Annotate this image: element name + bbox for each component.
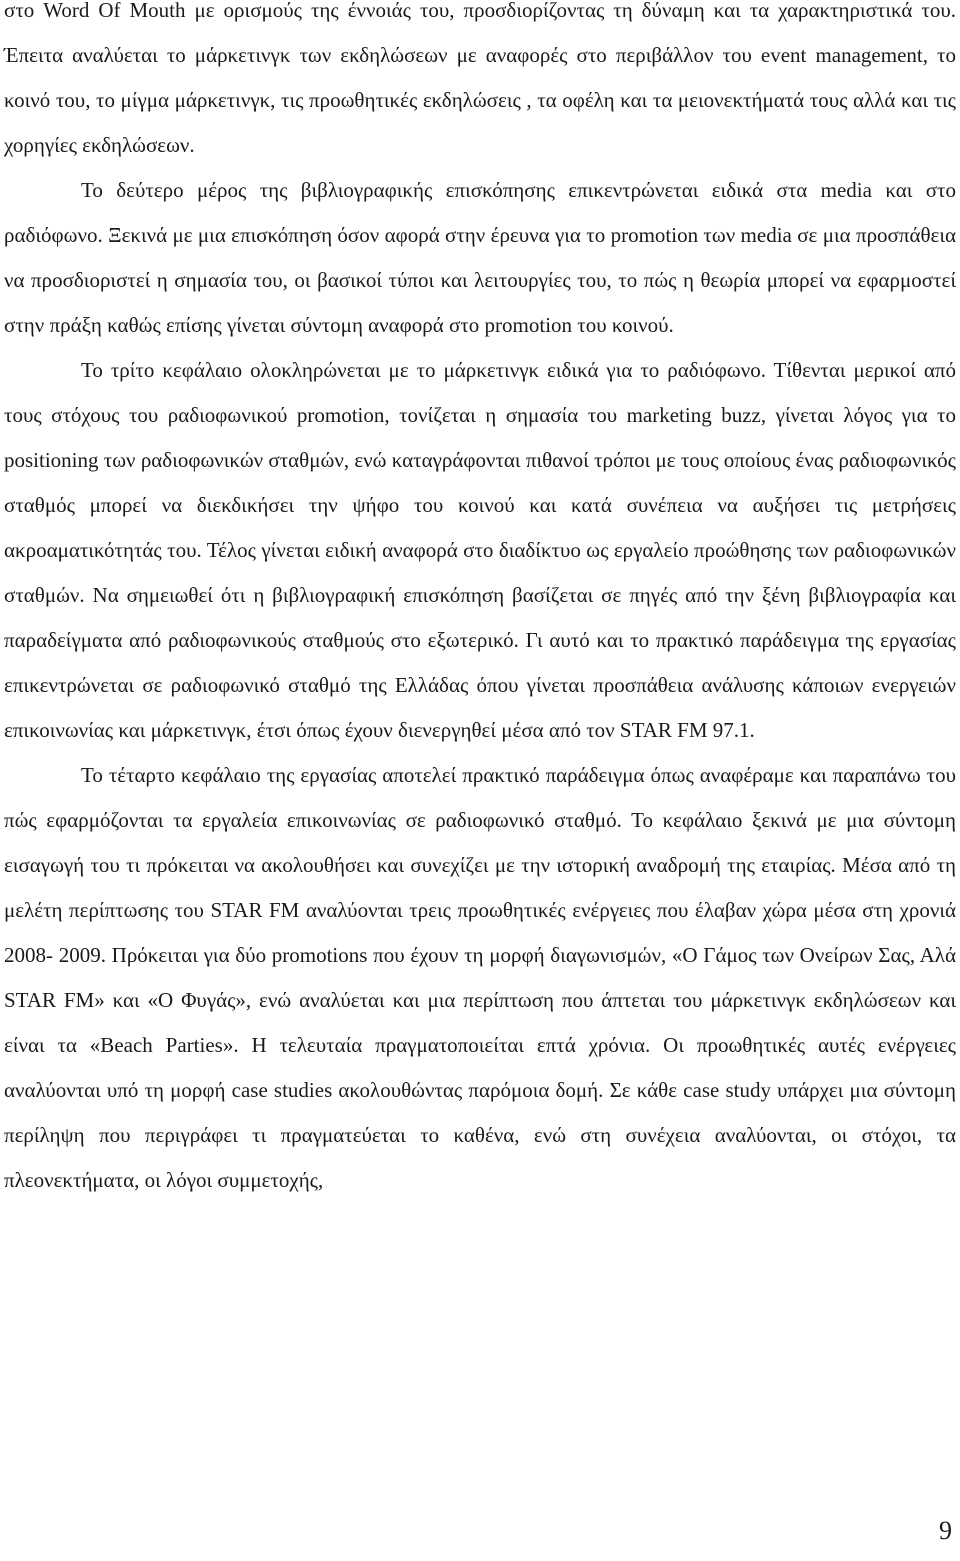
paragraph-4: Το τέταρτο κεφάλαιο της εργασίας αποτελεί πρακτικό παράδειγμα όπως αναφέραμε και παραπάνω του πώς εφαρμόζονται τα εργαλεία επικοινωνίας σε ραδιοφωνικό σταθμό. Το κεφάλαιο ξεκινά με μια σύντομη εισαγωγή του τι πρόκειται να ακολουθήσει και συνεχίζει με την ιστορική αναδρομή της εταιρίας. Μέσα από τη μελέτη περίπτωσης του STAR FM αναλύονται τρεις προωθητικές ενέργειες που έλαβαν χώρα μέσα στη χρονιά 2008- 2009. Πρόκειται για δύο promotions που έχουν τη μορφή διαγωνισμών, «Ο Γάμος των Ονείρων Σας, Αλά STAR FM» και «Ο Φυγάς», ενώ αναλύεται και μια περίπτωση που άπτεται του μάρκετινγκ εκδηλώσεων και είναι τα «Beach Parties». Η τελευταία πραγματοποιείται επτά χρόνια. Οι προωθητικές αυτές ενέργειες αναλύονται υπό τη μορφή case studies ακολουθώντας παρόμοια δομή. Σε κάθε case study υπάρχει μια σύντομη περίληψη που περιγράφει τι πραγματεύεται το καθένα, ενώ στη συνέχεια αναλύονται, οι στόχοι, τα πλεονεκτήματα, οι λόγοι συμμετοχής,: [4, 763, 956, 1192]
page-number: 9: [939, 1516, 952, 1545]
paragraph-2: Το δεύτερο μέρος της βιβλιογραφικής επισκόπησης επικεντρώνεται ειδικά στα media και στο ραδιόφωνο. Ξεκινά με μια επισκόπηση όσον αφορά στην έρευνα για το promotion των media σε μια προσπάθεια να προσδιοριστεί η σημασία του, οι βασικοί τύποι και λειτουργίες του, το πώς η θεωρία μπορεί να εφαρμοστεί στην πράξη καθώς επίσης γίνεται σύντομη αναφορά στο promotion του κοινού.: [4, 178, 956, 337]
paragraph-3: Το τρίτο κεφάλαιο ολοκληρώνεται με το μάρκετινγκ ειδικά για το ραδιόφωνο. Τίθενται μερικοί από τους στόχους του ραδιοφωνικού promotion, τονίζεται η σημασία του marketing buzz, γίνεται λόγος για το positioning των ραδιοφωνικών σταθμών, ενώ καταγράφονται πιθανοί τρόποι με τους οποίους ένας ραδιοφωνικός σταθμός μπορεί να διεκδικήσει την ψήφο του κοινού και κατά συνέπεια να αυξήσει τις μετρήσεις ακροαματικότητάς του. Τέλος γίνεται ειδική αναφορά στο διαδίκτυο ως εργαλείο προώθησης των ραδιοφωνικών σταθμών. Να σημειωθεί ότι η βιβλιογραφική επισκόπηση βασίζεται σε πηγές από την ξένη βιβλιογραφία και παραδείγματα από ραδιοφωνικούς σταθμούς στο εξωτερικό. Γι αυτό και το πρακτικό παράδειγμα της εργασίας επικεντρώνεται σε ραδιοφωνικό σταθμό της Ελλάδας όπου γίνεται προσπάθεια ανάλυσης κάποιων ενεργειών επικοινωνίας και μάρκετινγκ, έτσι όπως έχουν διενεργηθεί μέσα από τον STAR FM 97.1.: [4, 358, 956, 742]
paragraph-1: στο Word Of Mouth με ορισμούς της έννοιάς του, προσδιορίζοντας τη δύναμη και τα χαρακτηριστικά του. Έπειτα αναλύεται το μάρκετινγκ των εκδηλώσεων με αναφορές στο περιβάλλον του event management, το κοινό του, το μίγμα μάρκετινγκ, τις προωθητικές εκδηλώσεις , τα οφέλη και τα μειονεκτήματά τους αλλά και τις χορηγίες εκδηλώσεων.: [4, 0, 956, 157]
